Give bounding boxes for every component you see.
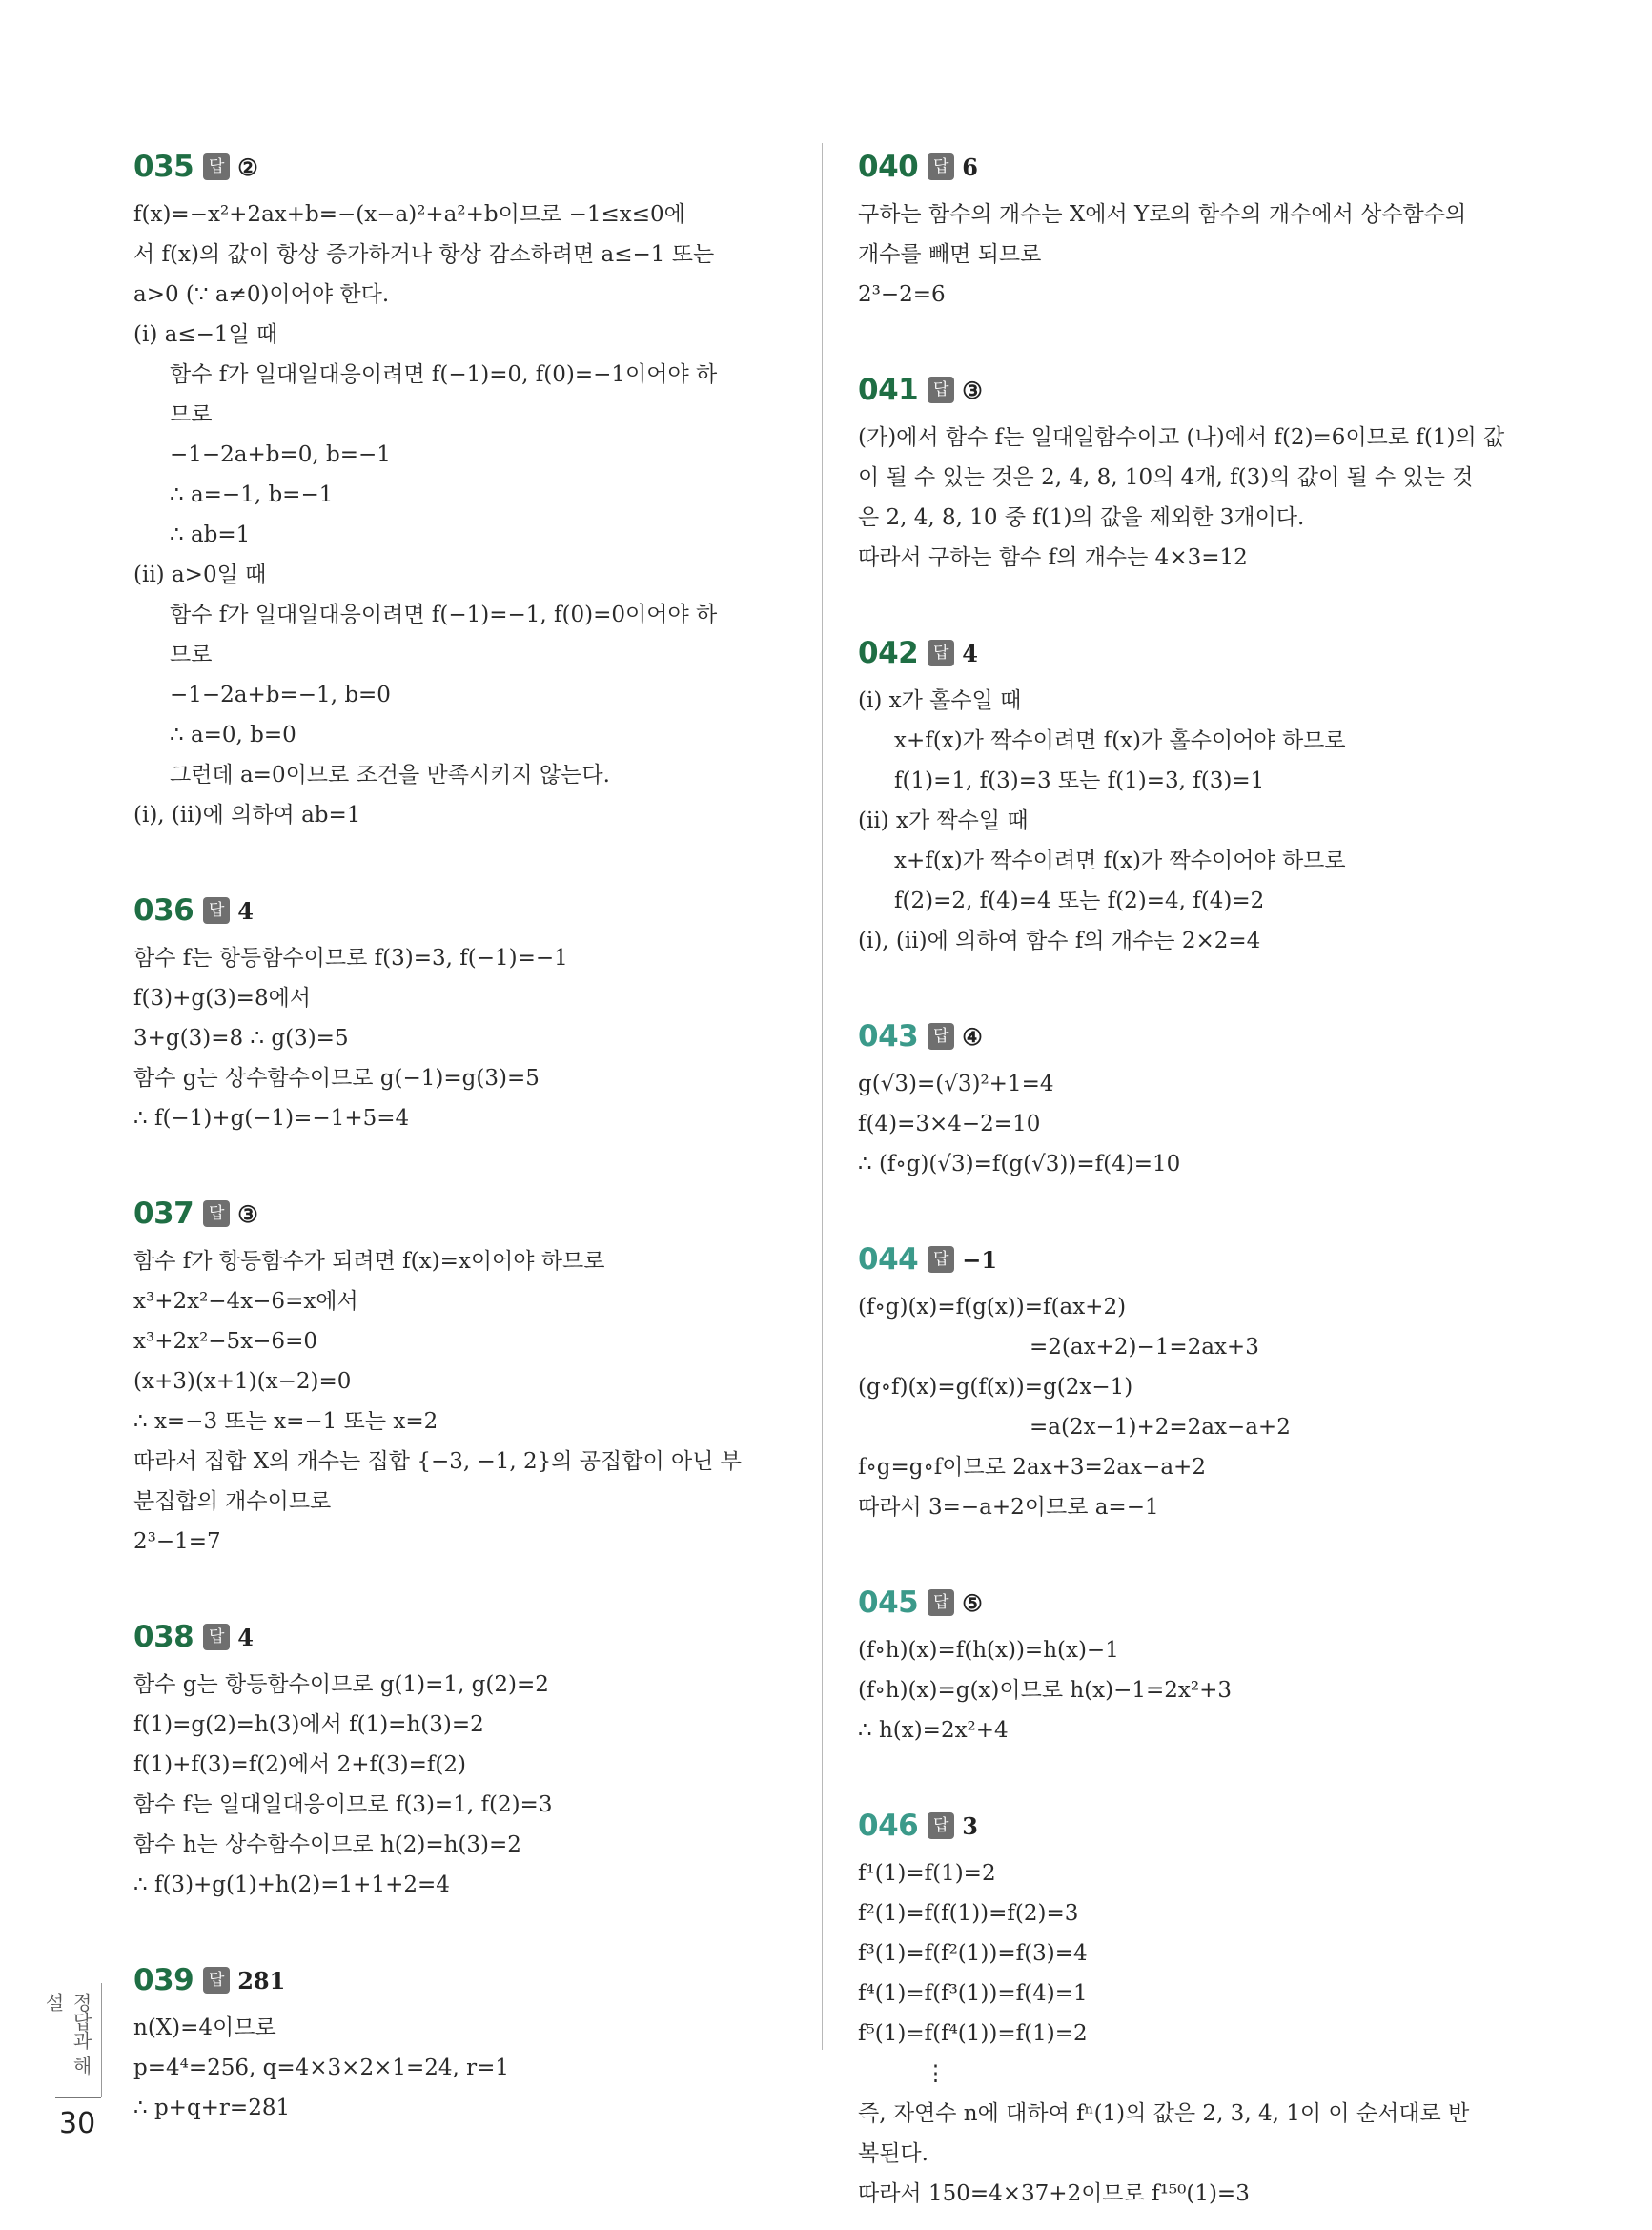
answer-badge: 답 xyxy=(203,153,230,180)
answer-value: ③ xyxy=(237,1199,258,1228)
solution-line: 2³−1=7 xyxy=(133,1529,221,1554)
solution-line: 므로 xyxy=(170,402,213,427)
answer-badge: 답 xyxy=(203,897,230,924)
solution-line: 2³−2=6 xyxy=(858,282,946,307)
solution-line: 따라서 150=4×37+2이므로 f¹⁵⁰(1)=3 xyxy=(858,2181,1250,2206)
solution-line: x+f(x)가 짝수이려면 f(x)가 홀수이어야 하므로 xyxy=(894,728,1346,753)
solution-line: 개수를 빼면 되므로 xyxy=(858,242,1042,267)
problem-038 xyxy=(133,1613,791,1905)
solution-line: 함수 f가 일대일대응이려면 f(−1)=0, f(0)=−1이어야 하 xyxy=(170,362,718,387)
right-column xyxy=(858,143,1516,2214)
solution-line: 따라서 구하는 함수 f의 개수는 4×3=12 xyxy=(858,545,1248,570)
answer-value: 4 xyxy=(237,896,254,925)
vertical-ellipsis: ⋮ xyxy=(925,2061,947,2086)
left-column xyxy=(133,143,791,2128)
problem-035 xyxy=(133,143,791,835)
solution-line: 함수 f가 일대일대응이려면 f(−1)=−1, f(0)=0이어야 하 xyxy=(170,603,718,627)
answer-value: 4 xyxy=(237,1623,254,1651)
solution-line: 므로 xyxy=(170,643,213,667)
side-rule xyxy=(101,1983,102,2097)
solution-line: =a(2x−1)+2=2ax−a+2 xyxy=(1030,1415,1291,1440)
solution-line: 은 2, 4, 8, 10 중 f(1)의 값을 제외한 3개이다. xyxy=(858,505,1305,530)
solution-line: 이 될 수 있는 것은 2, 4, 8, 10의 4개, f(3)의 값이 될 수 있는 것 xyxy=(858,465,1474,490)
answer-badge: 답 xyxy=(928,1246,954,1273)
solution-line: p=4⁴=256, q=4×3×2×1=24, r=1 xyxy=(133,2056,510,2080)
answer-value: ⑤ xyxy=(962,1588,983,1617)
solution-line: ∴ ab=1 xyxy=(170,522,251,547)
section-label: 정답과 해설 xyxy=(42,1993,92,2076)
solution-line: (i) a≤−1일 때 xyxy=(133,322,278,347)
solution-line: 함수 h는 상수함수이므로 h(2)=h(3)=2 xyxy=(133,1832,521,1857)
solution-line: (i), (ii)에 의하여 ab=1 xyxy=(133,803,361,828)
answer-value: 3 xyxy=(962,1811,978,1840)
answer-value: ② xyxy=(237,153,258,181)
answer-badge: 답 xyxy=(928,153,954,180)
solution-line: (ii) a>0일 때 xyxy=(133,563,267,587)
solution-line: f(3)+g(3)=8에서 xyxy=(133,986,312,1011)
problem-number: 046 xyxy=(858,1809,919,1843)
problem-number: 040 xyxy=(858,150,919,184)
solution-line: f(2)=2, f(4)=4 또는 f(2)=4, f(4)=2 xyxy=(894,889,1265,913)
problem-number: 037 xyxy=(133,1197,194,1231)
problem-number: 036 xyxy=(133,893,194,928)
solution-line: ∴ p+q+r=281 xyxy=(133,2096,291,2120)
solution-line: 함수 f는 항등함수이므로 f(3)=3, f(−1)=−1 xyxy=(133,946,568,971)
solution-line: (f∘h)(x)=g(x)이므로 h(x)−1=2x²+3 xyxy=(858,1678,1232,1703)
solution-line: f¹(1)=f(1)=2 xyxy=(858,1861,996,1886)
problem-045 xyxy=(858,1579,1516,1750)
page-number-rule xyxy=(55,2097,101,2098)
solution-line: ∴ a=0, b=0 xyxy=(170,723,296,747)
problem-number: 039 xyxy=(133,1963,194,1997)
solution-line: (f∘h)(x)=f(h(x))=h(x)−1 xyxy=(858,1638,1119,1663)
answer-value: 281 xyxy=(237,1966,286,1995)
solution-line: ∴ h(x)=2x²+4 xyxy=(858,1718,1009,1743)
solution-line: f³(1)=f(f²(1))=f(3)=4 xyxy=(858,1941,1088,1966)
solution-line: n(X)=4이므로 xyxy=(133,2015,276,2040)
solution-line: (i) x가 홀수일 때 xyxy=(858,688,1022,713)
problem-043 xyxy=(858,1013,1516,1184)
solution-line: f²(1)=f(f(1))=f(2)=3 xyxy=(858,1901,1079,1926)
answer-badge: 답 xyxy=(928,1812,954,1839)
solution-line: ∴ (f∘g)(√3)=f(g(√3))=f(4)=10 xyxy=(858,1152,1181,1176)
solution-line: 함수 g는 상수함수이므로 g(−1)=g(3)=5 xyxy=(133,1066,540,1091)
solution-line: (ii) x가 짝수일 때 xyxy=(858,808,1029,833)
problem-041 xyxy=(858,366,1516,578)
problem-036 xyxy=(133,887,791,1138)
problem-number: 045 xyxy=(858,1586,919,1620)
answer-value: 6 xyxy=(962,153,978,181)
solution-line: g(√3)=(√3)²+1=4 xyxy=(858,1072,1054,1096)
solution-line: 3+g(3)=8 ∴ g(3)=5 xyxy=(133,1026,349,1051)
problem-number: 044 xyxy=(858,1242,919,1277)
problem-044 xyxy=(858,1236,1516,1527)
column-divider xyxy=(822,143,823,2050)
solution-line: f(1)+f(3)=f(2)에서 2+f(3)=f(2) xyxy=(133,1752,466,1777)
page-number: 30 xyxy=(59,2107,96,2140)
answer-value: ③ xyxy=(962,376,983,404)
solution-line: −1−2a+b=0, b=−1 xyxy=(170,442,391,467)
problem-number: 043 xyxy=(858,1019,919,1054)
answer-value: ④ xyxy=(962,1022,983,1051)
solution-line: 함수 f가 항등함수가 되려면 f(x)=x이어야 하므로 xyxy=(133,1249,605,1274)
answer-value: 4 xyxy=(962,639,978,667)
problem-number: 042 xyxy=(858,636,919,670)
answer-badge: 답 xyxy=(203,1624,230,1650)
solution-line: 서 f(x)의 값이 항상 증가하거나 항상 감소하려면 a≤−1 또는 xyxy=(133,242,715,267)
solution-line: f∘g=g∘f이므로 2ax+3=2ax−a+2 xyxy=(858,1455,1206,1480)
solution-line: 즉, 자연수 n에 대하여 fⁿ(1)의 값은 2, 3, 4, 1이 이 순서대로 반 xyxy=(858,2101,1470,2126)
answer-badge: 답 xyxy=(928,377,954,403)
answer-badge: 답 xyxy=(928,1023,954,1050)
solution-line: 함수 g는 항등함수이므로 g(1)=1, g(2)=2 xyxy=(133,1672,549,1697)
solution-line: (가)에서 함수 f는 일대일함수이고 (나)에서 f(2)=6이므로 f(1)의 값 xyxy=(858,425,1505,450)
solution-line: (x+3)(x+1)(x−2)=0 xyxy=(133,1369,352,1394)
solution-line: ∴ x=−3 또는 x=−1 또는 x=2 xyxy=(133,1409,438,1434)
solution-line: x³+2x²−5x−6=0 xyxy=(133,1329,317,1354)
solution-line: (g∘f)(x)=g(f(x))=g(2x−1) xyxy=(858,1375,1133,1400)
solution-line: −1−2a+b=−1, b=0 xyxy=(170,683,391,707)
solution-line: 분집합의 개수이므로 xyxy=(133,1489,332,1514)
problem-037 xyxy=(133,1190,791,1562)
solution-line: a>0 (∵ a≠0)이어야 한다. xyxy=(133,282,390,307)
solution-line: f⁵(1)=f(f⁴(1))=f(1)=2 xyxy=(858,2021,1088,2046)
problem-number: 041 xyxy=(858,373,919,407)
problem-number: 035 xyxy=(133,150,194,184)
solution-line: (f∘g)(x)=f(g(x))=f(ax+2) xyxy=(858,1295,1127,1320)
answer-badge: 답 xyxy=(928,1589,954,1616)
solution-line: x³+2x²−4x−6=x에서 xyxy=(133,1289,358,1314)
solution-line: f(4)=3×4−2=10 xyxy=(858,1112,1041,1136)
solution-line: ∴ f(−1)+g(−1)=−1+5=4 xyxy=(133,1106,410,1131)
solution-line: f(1)=g(2)=h(3)에서 f(1)=h(3)=2 xyxy=(133,1712,484,1737)
solution-line: f⁴(1)=f(f³(1))=f(4)=1 xyxy=(858,1981,1088,2006)
answer-badge: 답 xyxy=(203,1967,230,1994)
problem-039 xyxy=(133,1956,791,2128)
problem-number: 038 xyxy=(133,1620,194,1654)
solution-line: 그런데 a=0이므로 조건을 만족시키지 않는다. xyxy=(170,763,610,788)
solution-line: 복된다. xyxy=(858,2141,928,2166)
solution-line: ∴ f(3)+g(1)+h(2)=1+1+2=4 xyxy=(133,1872,450,1897)
solution-line: ∴ a=−1, b=−1 xyxy=(170,482,334,507)
solution-line: 구하는 함수의 개수는 X에서 Y로의 함수의 개수에서 상수함수의 xyxy=(858,202,1467,227)
solution-line: 함수 f는 일대일대응이므로 f(3)=1, f(2)=3 xyxy=(133,1792,553,1817)
solution-line: =2(ax+2)−1=2ax+3 xyxy=(1030,1335,1259,1360)
solution-line: f(x)=−x²+2ax+b=−(x−a)²+a²+b이므로 −1≤x≤0에 xyxy=(133,202,685,227)
answer-badge: 답 xyxy=(928,640,954,666)
solution-line: (i), (ii)에 의하여 함수 f의 개수는 2×2=4 xyxy=(858,929,1261,953)
solution-line: x+f(x)가 짝수이려면 f(x)가 짝수이어야 하므로 xyxy=(894,849,1346,873)
solution-line: 따라서 집합 X의 개수는 집합 {−3, −1, 2}의 공집합이 아닌 부 xyxy=(133,1449,742,1474)
solution-line: f(1)=1, f(3)=3 또는 f(1)=3, f(3)=1 xyxy=(894,768,1265,793)
problem-040 xyxy=(858,143,1516,315)
solution-line: 따라서 3=−a+2이므로 a=−1 xyxy=(858,1495,1159,1520)
problem-046 xyxy=(858,1802,1516,2214)
answer-badge: 답 xyxy=(203,1200,230,1227)
answer-value: −1 xyxy=(962,1245,998,1274)
problem-042 xyxy=(858,629,1516,961)
